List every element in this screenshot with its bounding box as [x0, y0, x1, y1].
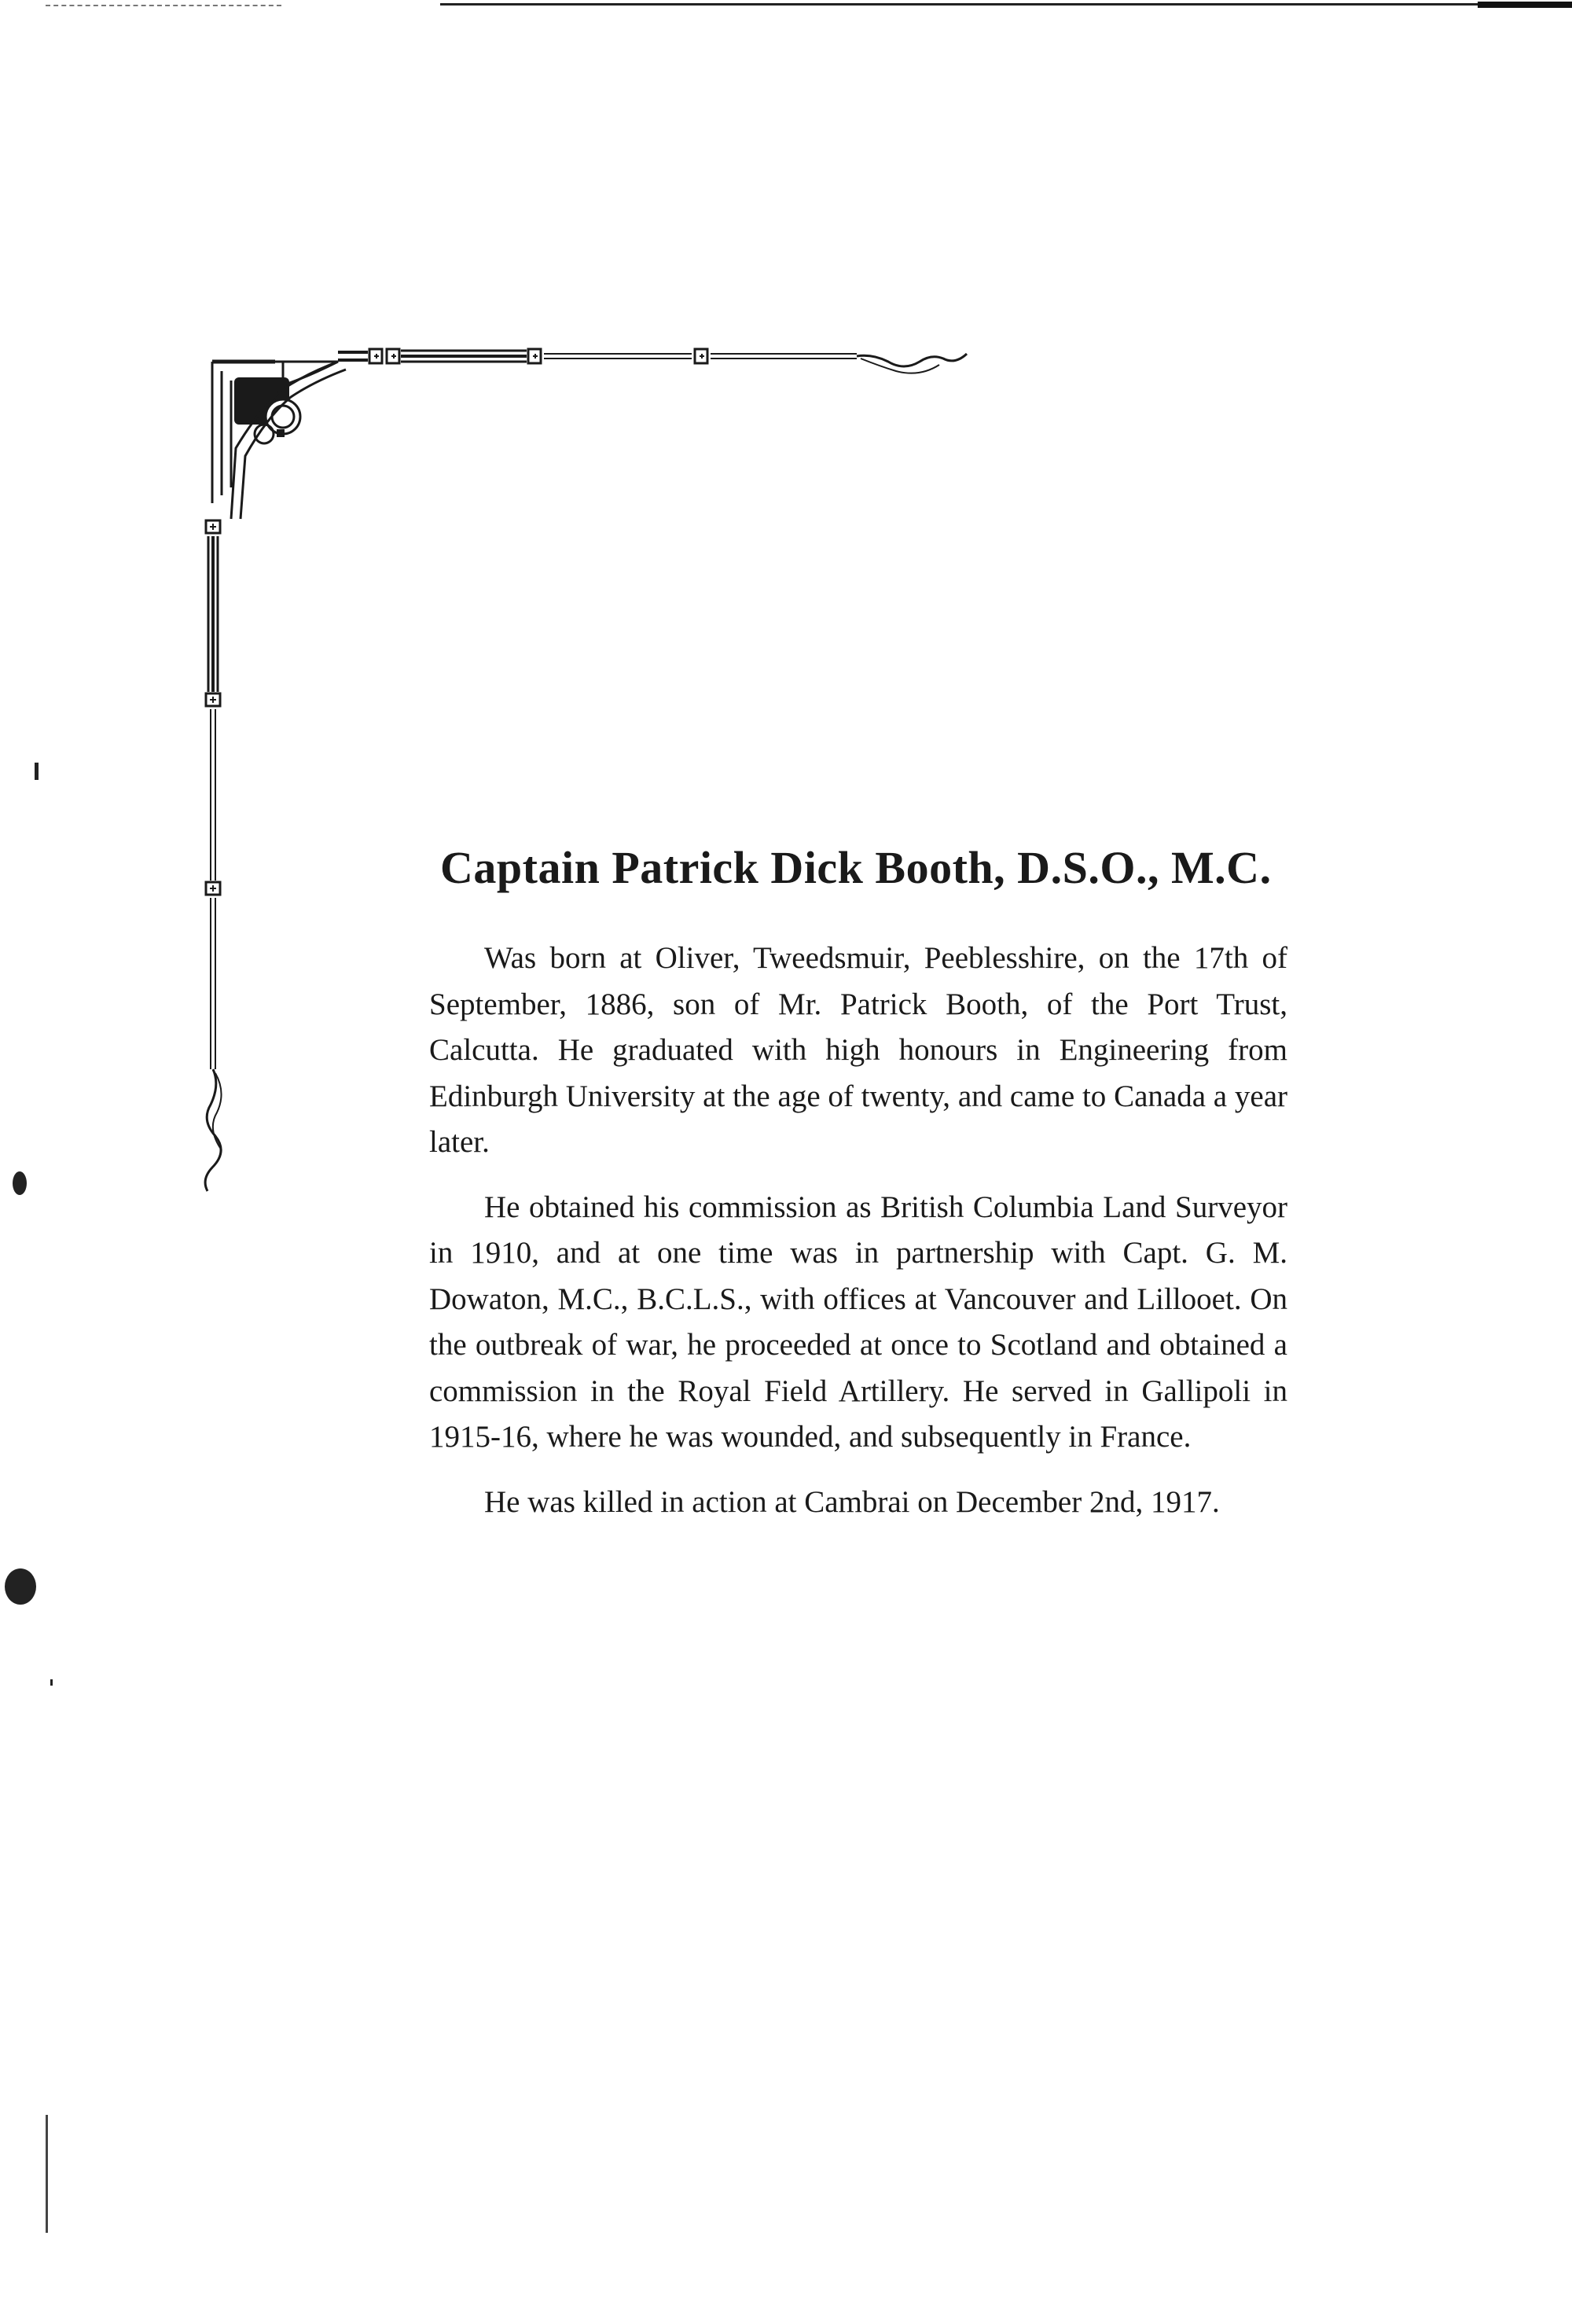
scan-edge-rule-heavy — [1478, 2, 1572, 8]
paragraph-birth-education: Was born at Oliver, Tweedsmuir, Peeblesshire, on the 17th of September, 1886, son of Mr. Patrick Booth, of the Port Trust, Calcutta. He graduated with high honours in Engineering from Edinburgh University at the age of twenty, and came to Canada a year later. — [429, 941, 1287, 1159]
scan-speck — [35, 763, 39, 780]
page-title: Captain Patrick Dick Booth, D.S.O., M.C. — [440, 842, 1272, 893]
scan-speck — [50, 1679, 53, 1686]
scan-speck — [5, 1568, 36, 1605]
scan-edge-mark-left — [46, 5, 281, 6]
paragraph-career-service: He obtained his commission as British Columbia Land Surveyor in 1910, and at one time was in partnership with Capt. G. M. Dowaton, M.C., B.C.L.S., with offices at Vancouver and Lillooet. On the outbreak of war, he proceeded at once to Scotland and obtained a commission in the Royal Field Artillery. He served in Gallipoli in 1915-16, where he was wounded, and subsequently in France. — [429, 1190, 1287, 1454]
scan-speck — [13, 1171, 27, 1195]
scan-edge-rule — [440, 3, 1572, 6]
paragraph-death: He was killed in action at Cambrai on December 2nd, 1917. — [484, 1484, 1220, 1519]
scan-margin-line — [46, 2115, 48, 2233]
biography-text — [429, 936, 1287, 1544]
